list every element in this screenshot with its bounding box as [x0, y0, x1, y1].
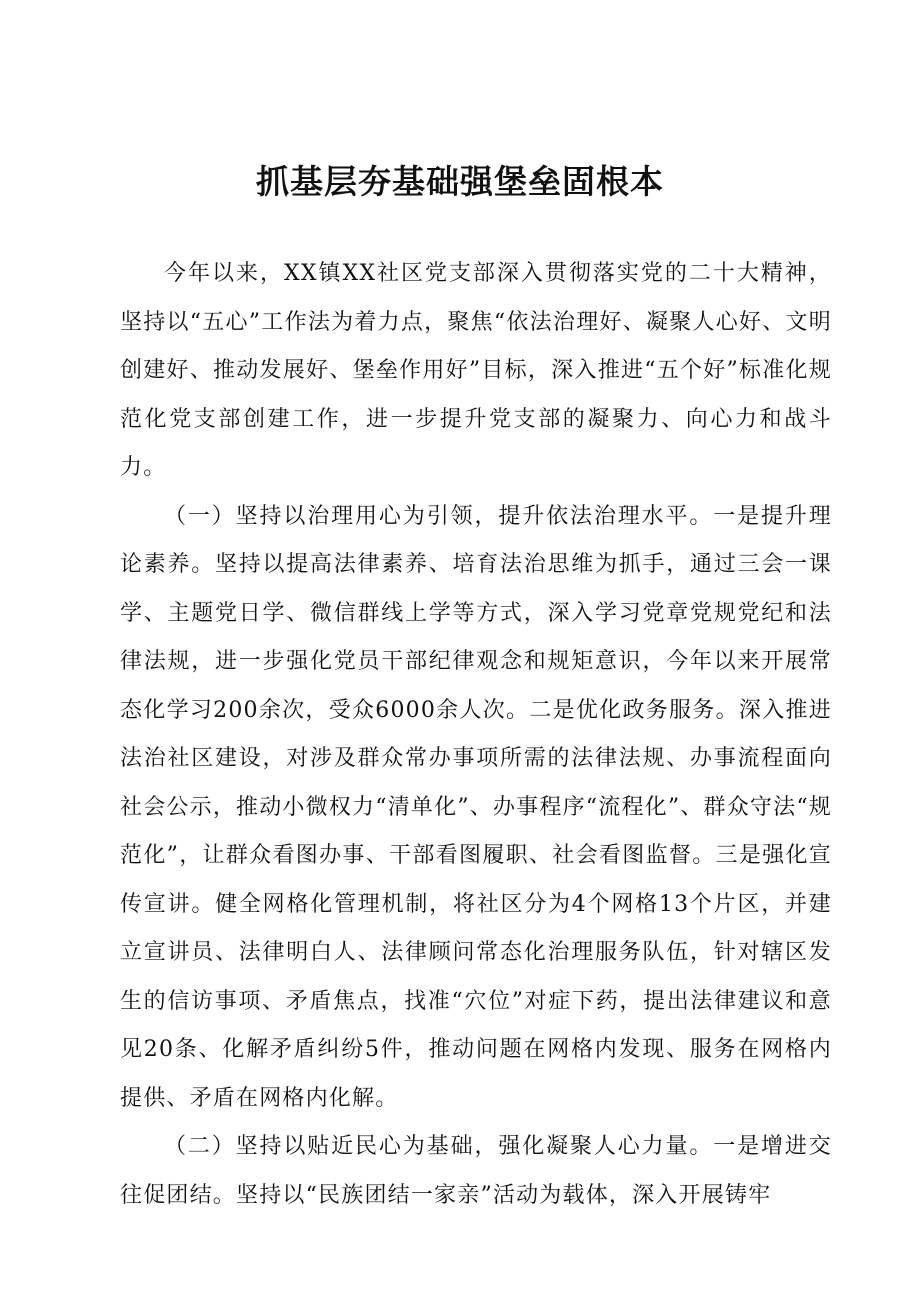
paragraph-section-2: （二）坚持以贴近民心为基础，强化凝聚人心力量。一是增进交往促团结。坚持以“民族团结一家亲”活动为载体，深入开展铸牢 [120, 1134, 832, 1208]
paragraph-intro: 今年以来，XX镇XX社区党支部深入贯彻落实党的二十大精神，坚持以“五心”工作法为着力点，聚焦“依法治理好、凝聚人心好、文明创建好、推动发展好、堡垒作用好”目标，深入推进“五个好”标准化规范化党支部创建工作，进一步提升党支部的凝聚力、向心力和战斗力。 [120, 261, 832, 480]
document-body [120, 250, 832, 1220]
paragraph-section-1: （一）坚持以治理用心为引领，提升依法治理水平。一是提升理论素养。坚持以提高法律素养、培育法治思维为抓手，通过三会一课学、主题党日学、微信群线上学等方式，深入学习党章党规党纪和法律法规，进一步强化党员干部纪律观念和规矩意识，今年以来开展常态化学习200余次，受众6000余人次。二是优化政务服务。深入推进法治社区建设，对涉及群众常办事项所需的法律法规、办事流程面向社会公示，推动小微权力“清单化”、办事程序“流程化”、群众守法“规范化”，让群众看图办事、干部看图履职、社会看图监督。三是强化宣传宣讲。健全网格化管理机制，将社区分为4个网格13个片区，并建立宣讲员、法律明白人、法律顾问常态化治理服务队伍，针对辖区发生的信访事项、矛盾焦点，找准“穴位”对症下药，提出法律建议和意见20条、化解矛盾纠纷5件，推动问题在网格内发现、服务在网格内提供、矛盾在网格内化解。 [120, 503, 832, 1111]
document-title: 抓基层夯基础强堡垒固根本 [256, 162, 664, 201]
